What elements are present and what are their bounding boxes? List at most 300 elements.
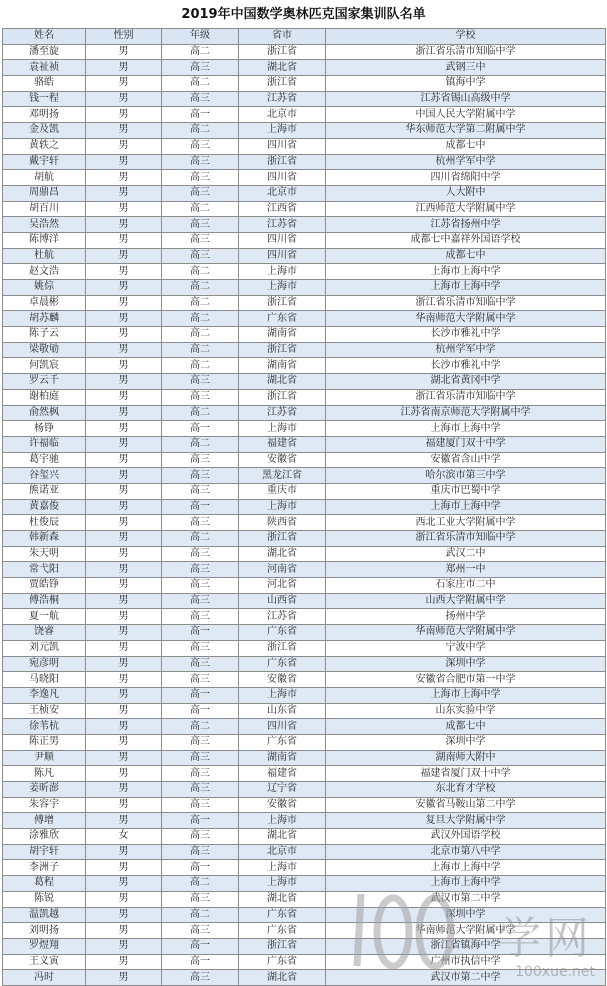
cell-name: 葛程 [3, 876, 86, 892]
cell-province: 湖北省 [239, 546, 326, 562]
cell-grade: 高三 [162, 389, 239, 405]
cell-grade: 高一 [162, 860, 239, 876]
cell-school: 哈尔滨市第三中学 [326, 468, 606, 484]
cell-school: 浙江省乐清市知临中学 [326, 389, 606, 405]
cell-school: 宁波中学 [326, 640, 606, 656]
cell-school: 山西大学附属中学 [326, 593, 606, 609]
table-row [3, 44, 606, 60]
cell-school: 上海市上海中学 [326, 687, 606, 703]
cell-name: 黄嘉俊 [3, 499, 86, 515]
table-row [3, 578, 606, 594]
cell-grade: 高二 [162, 280, 239, 296]
cell-province: 上海市 [239, 876, 326, 892]
watermark-url: 100xue.net [515, 964, 595, 980]
cell-province: 湖北省 [239, 829, 326, 845]
cell-province: 上海市 [239, 499, 326, 515]
cell-school: 深圳中学 [326, 734, 606, 750]
table-row [3, 217, 606, 233]
cell-province: 上海市 [239, 264, 326, 280]
cell-name: 卓晨彬 [3, 295, 86, 311]
cell-name: 许福临 [3, 436, 86, 452]
cell-province: 山东省 [239, 703, 326, 719]
table-row [3, 876, 606, 892]
cell-gender: 男 [86, 295, 162, 311]
cell-gender: 男 [86, 44, 162, 60]
cell-school: 东北育才学校 [326, 782, 606, 798]
cell-gender: 男 [86, 421, 162, 437]
cell-province: 浙江省 [239, 44, 326, 60]
cell-province: 北京市 [239, 185, 326, 201]
cell-name: 贾皓铮 [3, 578, 86, 594]
cell-province: 上海市 [239, 421, 326, 437]
cell-gender: 男 [86, 813, 162, 829]
cell-gender: 男 [86, 499, 162, 515]
cell-grade: 高三 [162, 468, 239, 484]
cell-name: 杜俊辰 [3, 515, 86, 531]
cell-grade: 高三 [162, 562, 239, 578]
cell-school: 长沙市雅礼中学 [326, 358, 606, 374]
cell-school: 武汉二中 [326, 546, 606, 562]
cell-province: 湖南省 [239, 327, 326, 343]
table-row [3, 938, 606, 954]
cell-name: 徐苇杭 [3, 719, 86, 735]
cell-gender: 男 [86, 248, 162, 264]
cell-school: 深圳中学 [326, 656, 606, 672]
cell-grade: 高三 [162, 578, 239, 594]
cell-grade: 高一 [162, 813, 239, 829]
cell-name: 罗煜翔 [3, 938, 86, 954]
cell-grade: 高一 [162, 938, 239, 954]
cell-school: 华南师范大学附属中学 [326, 311, 606, 327]
cell-province: 湖南省 [239, 358, 326, 374]
table-row [3, 295, 606, 311]
cell-gender: 男 [86, 389, 162, 405]
cell-province: 上海市 [239, 687, 326, 703]
cell-name: 马晓阳 [3, 672, 86, 688]
table-row [3, 625, 606, 641]
cell-school: 西北工业大学附属中学 [326, 515, 606, 531]
cell-province: 浙江省 [239, 295, 326, 311]
table-row [3, 954, 606, 970]
table-row [3, 750, 606, 766]
cell-gender: 男 [86, 515, 162, 531]
cell-school: 上海市上海中学 [326, 499, 606, 515]
cell-province: 江苏省 [239, 405, 326, 421]
cell-gender: 男 [86, 656, 162, 672]
cell-school: 复旦大学附属中学 [326, 813, 606, 829]
cell-name: 熊诺亚 [3, 483, 86, 499]
cell-school: 扬州中学 [326, 609, 606, 625]
cell-name: 陈博洋 [3, 232, 86, 248]
table-row [3, 844, 606, 860]
cell-province: 浙江省 [239, 76, 326, 92]
cell-grade: 高一 [162, 625, 239, 641]
watermark-text: 学网 [497, 913, 593, 964]
table-row [3, 687, 606, 703]
cell-grade: 高一 [162, 703, 239, 719]
cell-gender: 男 [86, 468, 162, 484]
table-row [3, 185, 606, 201]
cell-name: 杜航 [3, 248, 86, 264]
cell-name: 葛宇驰 [3, 452, 86, 468]
cell-name: 陈正男 [3, 734, 86, 750]
cell-grade: 高三 [162, 640, 239, 656]
cell-grade: 高三 [162, 797, 239, 813]
cell-grade: 高三 [162, 483, 239, 499]
table-row [3, 656, 606, 672]
cell-grade: 高三 [162, 154, 239, 170]
cell-school: 杭州学军中学 [326, 342, 606, 358]
cell-grade: 高三 [162, 91, 239, 107]
cell-school: 石家庄市二中 [326, 578, 606, 594]
cell-name: 赵文浩 [3, 264, 86, 280]
table-row [3, 248, 606, 264]
table-row [3, 154, 606, 170]
cell-gender: 男 [86, 358, 162, 374]
header-province: 省市 [239, 29, 326, 45]
cell-school: 人大附中 [326, 185, 606, 201]
cell-gender: 男 [86, 907, 162, 923]
table-row [3, 970, 606, 986]
cell-name: 罗云千 [3, 374, 86, 390]
cell-grade: 高三 [162, 217, 239, 233]
cell-school: 浙江省镇海中学 [326, 938, 606, 954]
table-body [3, 44, 606, 985]
table-row [3, 562, 606, 578]
cell-name: 谷玺兴 [3, 468, 86, 484]
cell-school: 郑州一中 [326, 562, 606, 578]
cell-grade: 高一 [162, 421, 239, 437]
cell-grade: 高一 [162, 687, 239, 703]
cell-name: 陈锐 [3, 891, 86, 907]
cell-grade: 高二 [162, 907, 239, 923]
cell-grade: 高三 [162, 970, 239, 986]
cell-name: 冯时 [3, 970, 86, 986]
cell-name: 戴宇轩 [3, 154, 86, 170]
cell-name: 尹顺 [3, 750, 86, 766]
cell-gender: 男 [86, 546, 162, 562]
cell-school: 上海市上海中学 [326, 264, 606, 280]
cell-school: 中国人民大学附属中学 [326, 107, 606, 123]
table-row [3, 797, 606, 813]
table-row [3, 609, 606, 625]
cell-school: 浙江省乐清市知临中学 [326, 44, 606, 60]
cell-province: 广东省 [239, 954, 326, 970]
table-row [3, 327, 606, 343]
cell-name: 李逸凡 [3, 687, 86, 703]
table-row [3, 389, 606, 405]
cell-name: 常弋阳 [3, 562, 86, 578]
cell-gender: 男 [86, 954, 162, 970]
table-row [3, 138, 606, 154]
cell-gender: 男 [86, 703, 162, 719]
cell-school: 武汉市第二中学 [326, 891, 606, 907]
cell-school: 重庆市巴蜀中学 [326, 483, 606, 499]
cell-school: 广州市执信中学 [326, 954, 606, 970]
cell-grade: 高三 [162, 170, 239, 186]
cell-province: 浙江省 [239, 342, 326, 358]
cell-school: 长沙市雅礼中学 [326, 327, 606, 343]
cell-province: 北京市 [239, 844, 326, 860]
cell-grade: 高三 [162, 923, 239, 939]
table-row [3, 719, 606, 735]
table-row [3, 358, 606, 374]
cell-name: 何凯宸 [3, 358, 86, 374]
cell-province: 广东省 [239, 923, 326, 939]
cell-province: 广东省 [239, 656, 326, 672]
cell-name: 周鼎昌 [3, 185, 86, 201]
cell-grade: 高二 [162, 719, 239, 735]
table-row [3, 531, 606, 547]
cell-province: 浙江省 [239, 154, 326, 170]
cell-province: 广东省 [239, 311, 326, 327]
cell-school: 江苏省南京师范大学附属中学 [326, 405, 606, 421]
table-row [3, 907, 606, 923]
cell-name: 胡苏麟 [3, 311, 86, 327]
table-row [3, 734, 606, 750]
cell-name: 谢柏庭 [3, 389, 86, 405]
cell-school: 成都七中 [326, 248, 606, 264]
table-row [3, 123, 606, 139]
cell-name: 刘明扬 [3, 923, 86, 939]
cell-school: 安徽省含山中学 [326, 452, 606, 468]
cell-school: 上海市上海中学 [326, 421, 606, 437]
page-title: 2019年中国数学奥林匹克国家集训队名单 [181, 7, 426, 22]
cell-gender: 男 [86, 280, 162, 296]
cell-name: 刘元凯 [3, 640, 86, 656]
table-row [3, 264, 606, 280]
cell-province: 陕西省 [239, 515, 326, 531]
cell-grade: 高二 [162, 44, 239, 60]
cell-province: 四川省 [239, 232, 326, 248]
cell-gender: 男 [86, 405, 162, 421]
cell-school: 成都七中 [326, 719, 606, 735]
cell-gender: 男 [86, 640, 162, 656]
cell-gender: 男 [86, 76, 162, 92]
cell-school: 成都七中嘉祥外国语学校 [326, 232, 606, 248]
cell-school: 杭州学军中学 [326, 154, 606, 170]
cell-province: 河北省 [239, 578, 326, 594]
cell-grade: 高三 [162, 750, 239, 766]
cell-grade: 高二 [162, 358, 239, 374]
cell-grade: 高三 [162, 546, 239, 562]
cell-grade: 高三 [162, 734, 239, 750]
table-row [3, 782, 606, 798]
cell-gender: 男 [86, 107, 162, 123]
cell-province: 辽宁省 [239, 782, 326, 798]
cell-name: 黄轶之 [3, 138, 86, 154]
cell-province: 上海市 [239, 123, 326, 139]
table-row [3, 76, 606, 92]
cell-gender: 男 [86, 609, 162, 625]
cell-gender: 男 [86, 123, 162, 139]
cell-school: 浙江省乐清市知临中学 [326, 531, 606, 547]
table-row [3, 860, 606, 876]
cell-school: 四川省绵阳中学 [326, 170, 606, 186]
cell-grade: 高三 [162, 515, 239, 531]
cell-name: 胡航 [3, 170, 86, 186]
cell-name: 杨铮 [3, 421, 86, 437]
cell-name: 胡宇轩 [3, 844, 86, 860]
cell-grade: 高三 [162, 656, 239, 672]
cell-gender: 男 [86, 217, 162, 233]
cell-name: 韩新森 [3, 531, 86, 547]
cell-gender: 男 [86, 719, 162, 735]
cell-gender: 男 [86, 625, 162, 641]
cell-name: 姚倧 [3, 280, 86, 296]
table-row [3, 421, 606, 437]
cell-grade: 高一 [162, 499, 239, 515]
cell-province: 安徽省 [239, 672, 326, 688]
cell-gender: 男 [86, 154, 162, 170]
table-row [3, 60, 606, 76]
cell-grade: 高二 [162, 876, 239, 892]
table-row [3, 766, 606, 782]
cell-name: 傅增 [3, 813, 86, 829]
cell-province: 福建省 [239, 766, 326, 782]
cell-school: 华东师范大学第二附属中学 [326, 123, 606, 139]
cell-name: 金及凯 [3, 123, 86, 139]
cell-name: 陈子云 [3, 327, 86, 343]
cell-gender: 男 [86, 342, 162, 358]
cell-grade: 高二 [162, 531, 239, 547]
cell-name: 梁敬劬 [3, 342, 86, 358]
cell-name: 骆皓 [3, 76, 86, 92]
cell-gender: 男 [86, 138, 162, 154]
header-grade: 年级 [162, 29, 239, 45]
cell-gender: 男 [86, 374, 162, 390]
cell-grade: 高一 [162, 954, 239, 970]
cell-gender: 男 [86, 687, 162, 703]
cell-province: 广东省 [239, 625, 326, 641]
header-name: 姓名 [3, 29, 86, 45]
cell-school: 武汉外国语学校 [326, 829, 606, 845]
cell-name: 吴浩然 [3, 217, 86, 233]
cell-province: 四川省 [239, 170, 326, 186]
cell-gender: 男 [86, 60, 162, 76]
cell-grade: 高二 [162, 264, 239, 280]
table-row [3, 813, 606, 829]
roster-table [2, 28, 606, 986]
cell-name: 王桢安 [3, 703, 86, 719]
table-row [3, 640, 606, 656]
cell-province: 浙江省 [239, 389, 326, 405]
cell-province: 湖北省 [239, 374, 326, 390]
table-row [3, 672, 606, 688]
table-row [3, 374, 606, 390]
cell-name: 傅浩桐 [3, 593, 86, 609]
cell-province: 河南省 [239, 562, 326, 578]
cell-name: 温凯越 [3, 907, 86, 923]
cell-grade: 高三 [162, 374, 239, 390]
table-row [3, 515, 606, 531]
cell-grade: 高一 [162, 107, 239, 123]
cell-province: 湖南省 [239, 750, 326, 766]
cell-province: 北京市 [239, 107, 326, 123]
cell-school: 山东实验中学 [326, 703, 606, 719]
header-gender: 性别 [86, 29, 162, 45]
table-row [3, 311, 606, 327]
cell-name: 饶睿 [3, 625, 86, 641]
cell-grade: 高三 [162, 248, 239, 264]
table-row [3, 499, 606, 515]
cell-province: 浙江省 [239, 640, 326, 656]
cell-name: 夏一航 [3, 609, 86, 625]
cell-gender: 男 [86, 562, 162, 578]
table-row [3, 593, 606, 609]
cell-school: 湖北省黄冈中学 [326, 374, 606, 390]
cell-grade: 高三 [162, 782, 239, 798]
cell-name: 姜昕澎 [3, 782, 86, 798]
cell-school: 华南师范大学附属中学 [326, 923, 606, 939]
cell-school: 浙江省乐清市知临中学 [326, 295, 606, 311]
cell-gender: 男 [86, 232, 162, 248]
cell-school: 福建厦门双十中学 [326, 436, 606, 452]
table-row [3, 280, 606, 296]
cell-grade: 高三 [162, 138, 239, 154]
cell-school: 江西师范大学附属中学 [326, 201, 606, 217]
cell-grade: 高二 [162, 201, 239, 217]
cell-school: 成都七中 [326, 138, 606, 154]
cell-school: 武钢三中 [326, 60, 606, 76]
table-row [3, 91, 606, 107]
cell-grade: 高二 [162, 295, 239, 311]
table-row [3, 546, 606, 562]
cell-grade: 高三 [162, 766, 239, 782]
cell-gender: 男 [86, 91, 162, 107]
cell-school: 湖南师大附中 [326, 750, 606, 766]
cell-school: 上海市上海中学 [326, 280, 606, 296]
cell-gender: 男 [86, 860, 162, 876]
cell-province: 四川省 [239, 138, 326, 154]
cell-province: 福建省 [239, 436, 326, 452]
cell-gender: 男 [86, 734, 162, 750]
header-school: 学校 [326, 29, 606, 45]
table-header-row [3, 29, 606, 45]
cell-school: 华南师范大学附属中学 [326, 625, 606, 641]
cell-grade: 高二 [162, 436, 239, 452]
table-row [3, 436, 606, 452]
cell-gender: 女 [86, 829, 162, 845]
table-row [3, 829, 606, 845]
cell-gender: 男 [86, 672, 162, 688]
table-row [3, 923, 606, 939]
cell-gender: 男 [86, 593, 162, 609]
cell-gender: 男 [86, 170, 162, 186]
cell-gender: 男 [86, 185, 162, 201]
cell-name: 朱天明 [3, 546, 86, 562]
table-row [3, 201, 606, 217]
cell-name: 潘至旋 [3, 44, 86, 60]
cell-grade: 高二 [162, 123, 239, 139]
cell-gender: 男 [86, 923, 162, 939]
cell-gender: 男 [86, 766, 162, 782]
cell-grade: 高三 [162, 232, 239, 248]
cell-grade: 高三 [162, 672, 239, 688]
cell-grade: 高二 [162, 327, 239, 343]
cell-gender: 男 [86, 970, 162, 986]
cell-province: 湖北省 [239, 60, 326, 76]
cell-province: 上海市 [239, 860, 326, 876]
cell-grade: 高二 [162, 311, 239, 327]
cell-grade: 高三 [162, 829, 239, 845]
cell-province: 四川省 [239, 248, 326, 264]
cell-grade: 高三 [162, 60, 239, 76]
cell-name: 钱一程 [3, 91, 86, 107]
cell-province: 江苏省 [239, 609, 326, 625]
cell-school: 江苏省锡山高级中学 [326, 91, 606, 107]
cell-grade: 高三 [162, 185, 239, 201]
